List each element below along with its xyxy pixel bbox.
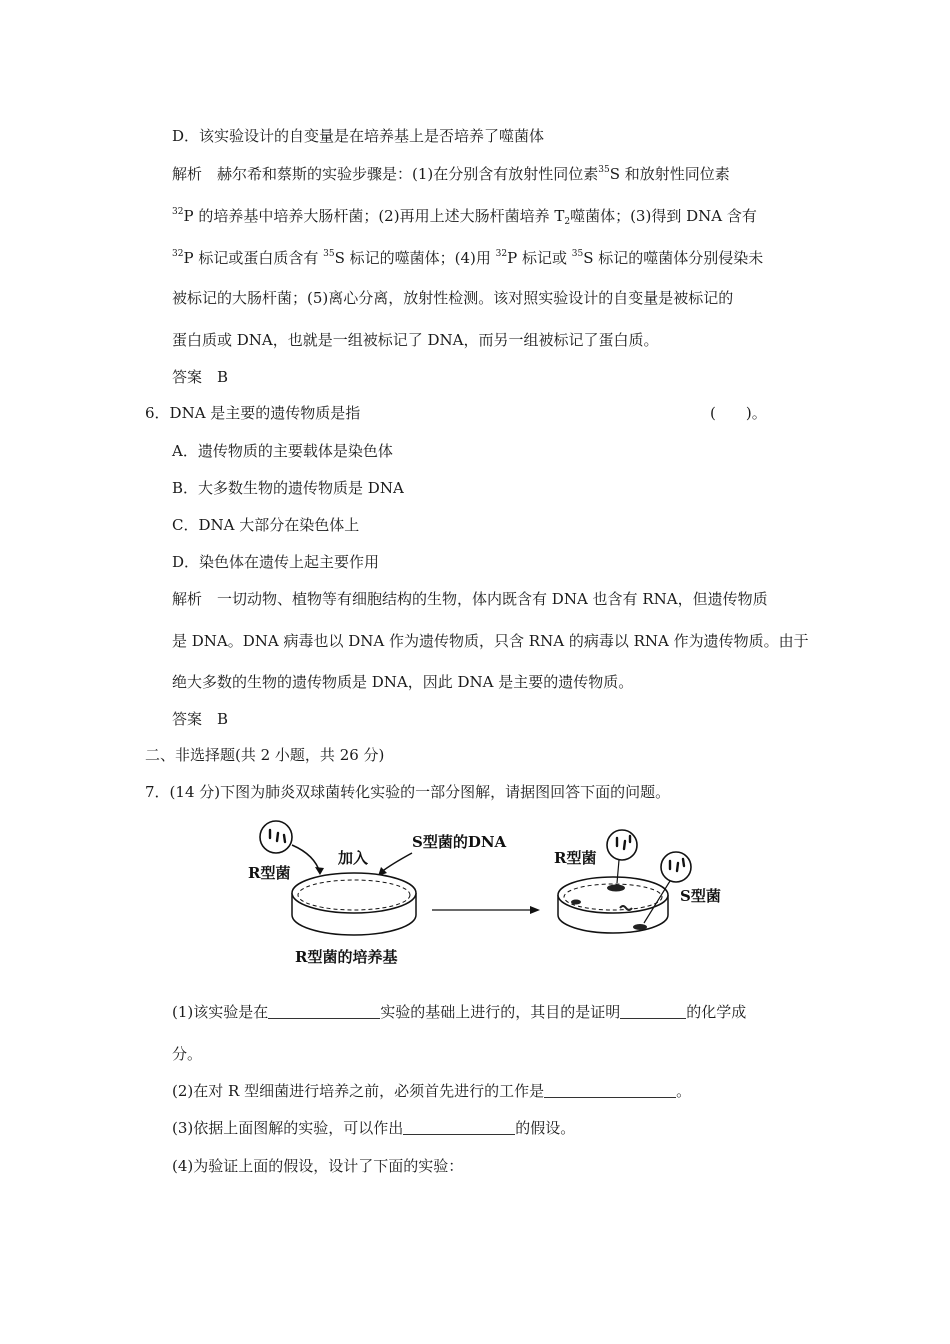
medium-label: R型菌的培养基 — [295, 948, 398, 966]
arrow-dna-to-dish — [380, 853, 412, 873]
r-bacteria-zoom-circle-icon — [607, 830, 637, 883]
r-bacteria-circle-icon — [260, 821, 292, 853]
explanation-label: 解析 — [172, 590, 203, 608]
q5-explanation-line-5: 蛋白质或 DNA，也就是一组被标记了 DNA，而另一组被标记了蛋白质。 — [172, 331, 659, 349]
q6-option-c: C．DNA 大部分在染色体上 — [172, 516, 360, 534]
q6-explanation-line-3: 绝大多数的生物的遗传物质是 DNA，因此 DNA 是主要的遗传物质。 — [172, 673, 634, 691]
q5-option-d: D．该实验设计的自变量是在培养基上是否培养了噬菌体 — [172, 127, 545, 145]
q5-explanation-line-1: 解析 赫尔希和蔡斯的实验步骤是：(1)在分别含有放射性同位素$^{35}$S 和放射性同位素 — [172, 165, 730, 183]
q5-explanation-line-4: 被标记的大肠杆菌；(5)离心分离，放射性检测。该对照实验设计的自变量是被标记的 — [172, 289, 734, 307]
q6-option-b: B．大多数生物的遗传物质是 DNA — [172, 479, 404, 497]
answer-blank[interactable] — [620, 1003, 686, 1019]
q7-part-1-line-1: (1)该实验是在 实验的基础上进行的，其目的是证明 的化学成 — [172, 1003, 747, 1021]
r-bacteria-right-label: R型菌 — [554, 849, 597, 867]
arrowhead-icon — [315, 867, 324, 875]
q7-part-1-line-2: 分。 — [172, 1045, 203, 1063]
q7-part-4: (4)为验证上面的假设，设计了下面的实验： — [172, 1157, 464, 1175]
answer-blank[interactable] — [403, 1119, 515, 1135]
section-heading: 二、非选择题(共 2 小题，共 26 分) — [145, 746, 385, 764]
q6-stem: 6．DNA 是主要的遗传物质是指 — [145, 404, 361, 422]
s-dna-label: S型菌的DNA — [412, 833, 507, 851]
q6-option-d: D．染色体在遗传上起主要作用 — [172, 553, 380, 571]
transformation-experiment-figure — [240, 815, 770, 970]
q6-option-a: A．遗传物质的主要载体是染色体 — [172, 442, 393, 460]
q7-stem: 7．(14 分)下图为肺炎双球菌转化实验的一部分图解，请据图回答下面的问题。 — [145, 783, 671, 801]
q5-explanation-line-2: $^{32}$P 的培养基中培养大肠杆菌；(2)再用上述大肠杆菌培养 $T_2$噬菌体；(3)得到 DNA 含有 — [172, 207, 757, 227]
q7-part-3: (3)依据上面图解的实验，可以作出 的假设。 — [172, 1119, 576, 1137]
colony-s — [633, 924, 647, 930]
arrowhead-icon — [530, 906, 540, 914]
colony-r — [607, 885, 625, 892]
q5-answer: 答案 B — [172, 368, 229, 386]
answer-blank[interactable] — [268, 1003, 380, 1019]
add-label: 加入 — [338, 849, 369, 867]
q5-explanation-line-3: $^{32}$P 标记或蛋白质含有 $^{35}$S 标记的噬菌体；(4)用 $^{32}$P 标记或 $^{35}$S 标记的噬菌体分别侵染未 — [172, 249, 764, 267]
culture-dish-right — [558, 877, 668, 933]
q6-answer-paren: ( )。 — [710, 404, 767, 422]
q7-part-2: (2)在对 R 型细菌进行培养之前，必须首先进行的工作是 。 — [172, 1082, 692, 1100]
s-bacteria-label: S型菌 — [680, 887, 721, 905]
colony — [571, 900, 581, 905]
q6-explanation-line-2: 是 DNA。DNA 病毒也以 DNA 作为遗传物质，只含 RNA 的病毒以 RNA 作为遗传物质。由于 — [172, 632, 809, 650]
q6-answer: 答案 B — [172, 710, 229, 728]
arrow-r-to-dish — [292, 845, 320, 873]
answer-blank[interactable] — [544, 1082, 676, 1098]
q6-explanation-line-1: 解析 一切动物、植物等有细胞结构的生物，体内既含有 DNA 也含有 RNA，但遗传物质 — [172, 590, 768, 608]
r-bacteria-label: R型菌 — [248, 864, 291, 882]
culture-dish-left — [292, 873, 416, 935]
explanation-label: 解析 — [172, 165, 203, 183]
